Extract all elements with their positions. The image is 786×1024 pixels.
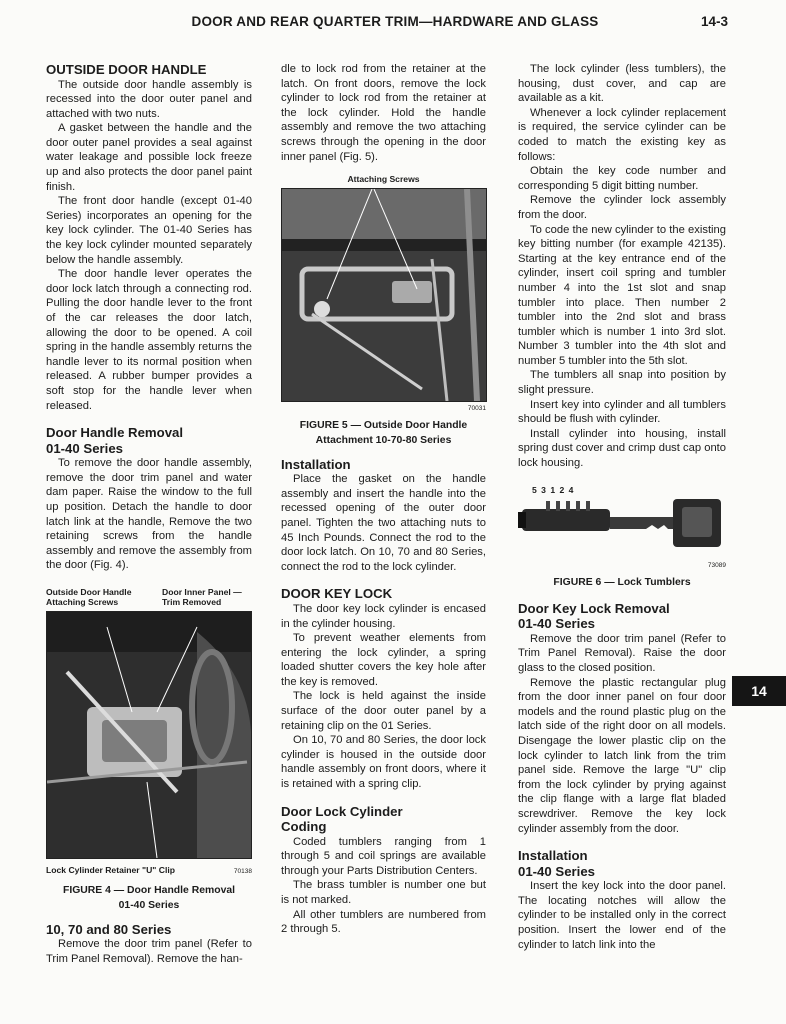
paragraph: Remove the door trim panel (Refer to Trim Panel Removal). Remove the han- [46, 938, 252, 965]
lock-tumblers-illustration [518, 495, 726, 555]
figure-label: Attaching Screws [347, 174, 420, 185]
heading-coding: Coding [281, 819, 327, 835]
section-tab: 14 [732, 676, 786, 706]
column-2 [281, 62, 486, 937]
heading-door-key-lock-removal: Door Key Lock Removal [518, 600, 670, 616]
paragraph: All other tumblers are numbered from 2 through 5. [281, 908, 486, 936]
paragraph: Install cylinder into housing, install spring dust cover and crimp dust cap onto lock housing. [518, 427, 726, 470]
figure-label: Door Inner Panel — Trim Removed [162, 586, 242, 607]
paragraph: Remove the door trim panel (Refer to Trim Panel Removal). Raise the door glass to the closed position. [518, 632, 726, 674]
paragraph: Coded tumblers ranging from 1 through 5 and coil springs are available through your Parts Distribution Centers. [281, 835, 486, 877]
heading-series: 01-40 Series [46, 440, 123, 456]
heading-installation: Installation [518, 848, 588, 864]
paragraph: The outside door handle assembly is recessed into the door outer panel and attached with two nuts. [46, 78, 252, 120]
paragraph: Remove the cylinder lock assembly from the door. [518, 194, 726, 221]
figure-code: 73089 [707, 562, 726, 570]
page-number: 14-3 [700, 14, 728, 29]
paragraph: On 10, 70 and 80 Series, the door lock cylinder is housed in the outside door handle assembly on front doors, where it is retained with a spring clip. [281, 734, 486, 791]
figure-5-caption-sub: Attachment 10-70-80 Series [315, 434, 452, 446]
heading-installation: Installation [281, 456, 351, 472]
heading-door-key-lock: DOOR KEY LOCK [281, 586, 393, 602]
figure-4-caption: FIGURE 4 — Door Handle Removal [62, 884, 236, 896]
page-title: DOOR AND REAR QUARTER TRIM—HARDWARE AND GLASS [191, 14, 599, 29]
paragraph: Insert key into cylinder and all tumblers should be flush with cylinder. [518, 398, 726, 426]
paragraph: The door handle lever operates the door lock latch through a connecting rod. Pulling the door handle lever to the front of the car releases the door latch, allowing the door to be opened. A coil spring in the handle assembly returns the handle lever to its normal position when released. A rubber bumper provides a soft stop for the handle lever when released. [46, 268, 252, 412]
paragraph: The lock is held against the inside surface of the door outer panel by a retaining clip on the 01 Series. [281, 690, 486, 732]
figure-5-caption: FIGURE 5 — Outside Door Handle [299, 419, 468, 431]
paragraph: The front door handle (except 01-40 Series) incorporates an opening for the key lock cylinder. The 01-40 Series has the key lock cylinder mounted separately below the handle assembly. [46, 195, 252, 266]
figure-5-photo [281, 188, 487, 402]
paragraph: To remove the door handle assembly, remove the door trim panel and water dam paper. Raise the window to the full up position. Detach the handle to door latch link at the handle, Remove the two retaining screws from the handle assembly and remove the assembly from the door (Fig. 4). [46, 457, 252, 572]
paragraph: Place the gasket on the handle assembly and insert the handle into the recessed opening of the outer door panel. Tighten the two attaching nuts to 45 Inch Pounds. Connect the rod to the door lock latch. On 10, 70 and 80 Series, connect the rod to the lock cylinder. [281, 473, 486, 573]
paragraph: The tumblers all snap into position by slight pressure. [518, 369, 726, 397]
column-3 [518, 62, 726, 952]
figure-label: Lock Cylinder Retainer "U" Clip [46, 864, 175, 875]
paragraph: dle to lock rod from the retainer at the latch. On front doors, remove the lock cylinder to lock rod from the retainer at the lock cylinder. Hold the handle assembly and remove the two attaching screws through the opening in the door inner panel (Fig. 5). [281, 63, 486, 163]
paragraph: To code the new cylinder to the existing key bitting number (for example 42135). Starting at the key entrance end of the cylinder, insert coil spring and tumbler number 4 into the 1st slot and snap tumbler into place. Then number 2 tumbler into the 2nd slot and brass tumbler which is number 1 into 3rd slot. Number 3 tumbler into the 4th slot and number 5 tumbler into the 5th slot. [518, 223, 726, 367]
paragraph: The lock cylinder (less tumblers), the housing, dust cover, and cap are available as a kit. [518, 63, 726, 105]
figure-4-caption-sub: 01-40 Series [118, 899, 180, 911]
door-handle-photo [47, 612, 251, 858]
heading-door-handle-removal: Door Handle Removal [46, 425, 184, 441]
heading-series: 01-40 Series [518, 616, 595, 632]
paragraph: Whenever a lock cylinder replacement is required, the service cylinder can be coded to match the existing key as follows: [518, 106, 726, 163]
page-header [0, 14, 786, 36]
paragraph: Remove the plastic rectangular plug from the door inner panel on four door models and the round plastic plug on the latch side of the right door on all models. Disengage the lower plastic clip on the lock cylinder to latch link from the trim panel side. Remove the large "U" clip from the lock cylinder by prying against the clip flange with a large flat bladed screwdriver. Remove the key lock cylinder assembly from the door. [518, 676, 726, 835]
heading-10-70-80-series: 10, 70 and 80 Series [46, 921, 172, 937]
figure-6-caption: FIGURE 6 — Lock Tumblers [553, 576, 691, 588]
heading-series: 01-40 Series [518, 863, 595, 879]
paragraph: The brass tumbler is number one but is not marked. [281, 879, 486, 906]
tumbler-numbers: 5 3 1 2 4 [532, 484, 575, 495]
figure-4-labels [46, 587, 252, 607]
paragraph: To prevent weather elements from entering the lock cylinder, a spring loaded shutter covers the key hole after the key is removed. [281, 632, 486, 688]
figure-4-bottom [46, 865, 252, 880]
figure-code: 70031 [467, 405, 486, 413]
figure-label: Outside Door Handle Attaching Screws [46, 586, 132, 607]
paragraph: Insert the key lock into the door panel. The locating notches will allow the cylinder to be installed only in the correct position. Insert the lower end of the cylinder to latch link into the [518, 880, 726, 951]
handle-attachment-photo [282, 189, 486, 401]
paragraph: The door key lock cylinder is encased in the cylinder housing. [281, 602, 486, 630]
figure-4-photo [46, 611, 252, 859]
figure-code: 70138 [233, 867, 252, 875]
heading-outside-door-handle: OUTSIDE DOOR HANDLE [46, 62, 207, 77]
column-1 [46, 62, 252, 966]
heading-door-lock-cylinder: Door Lock Cylinder [281, 803, 403, 819]
paragraph: A gasket between the handle and the door outer panel provides a seal against water leakage and possible lock freeze up and also protects the door panel paint finish. [46, 122, 252, 193]
paragraph: Obtain the key code number and corresponding 5 digit bitting number. [518, 165, 726, 192]
